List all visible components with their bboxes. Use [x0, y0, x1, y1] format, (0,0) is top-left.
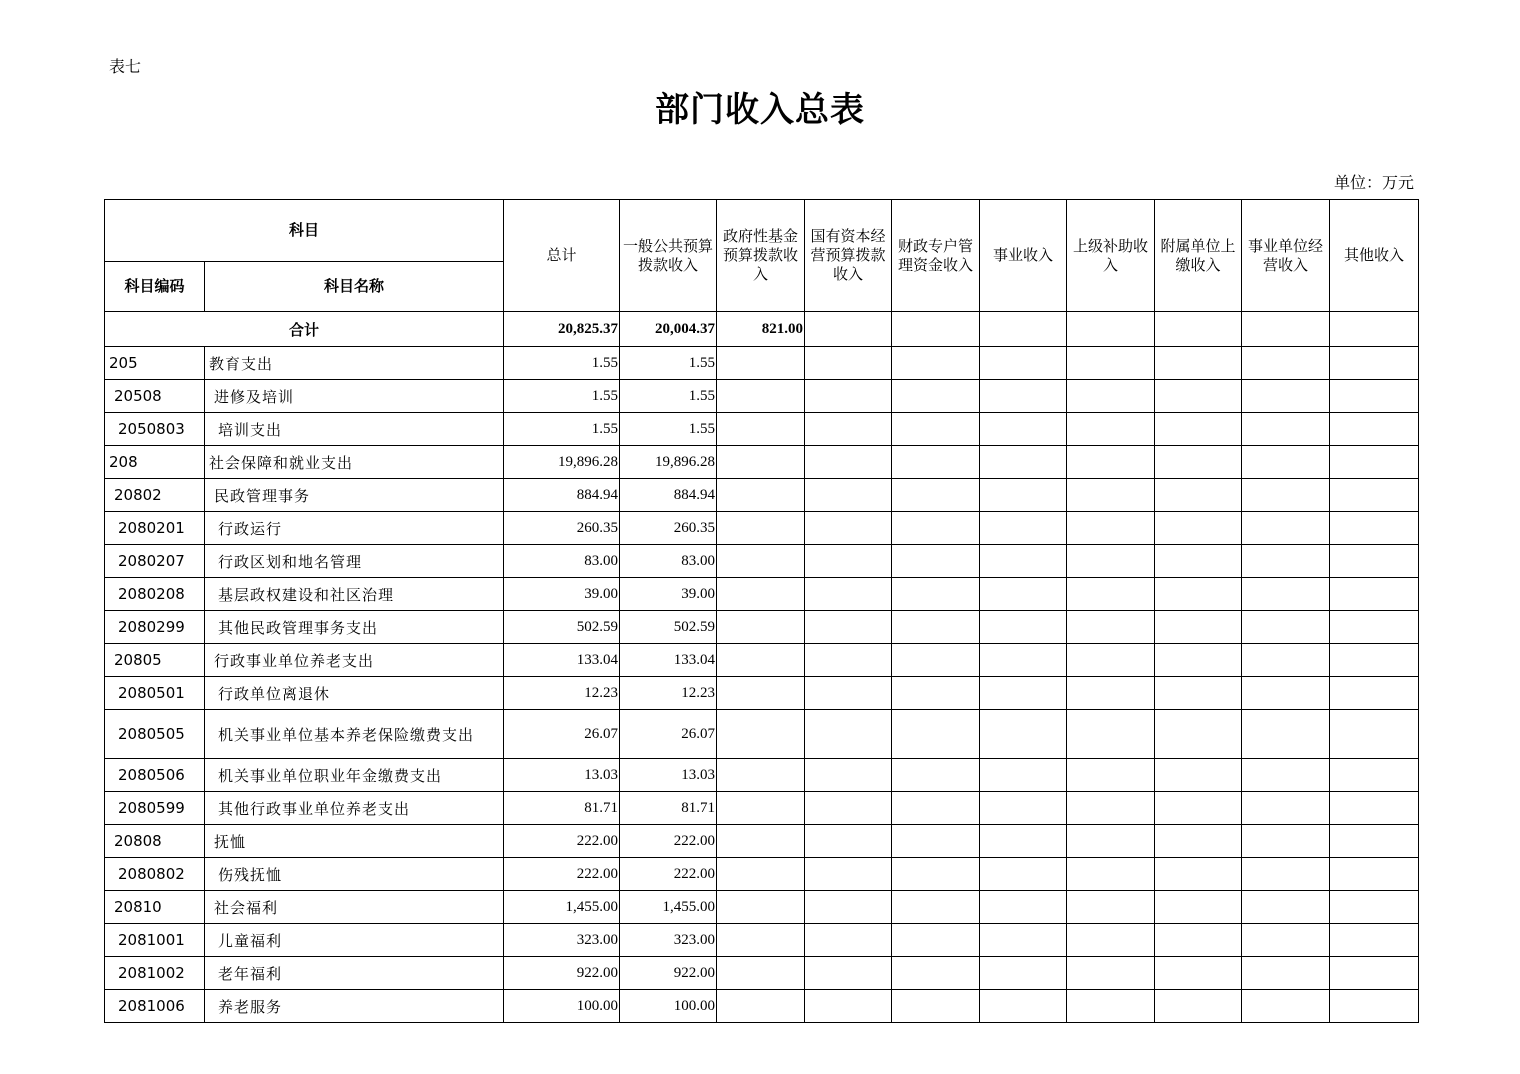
empty-cell [805, 479, 892, 512]
table-row [105, 825, 1419, 858]
empty-cell [1330, 380, 1419, 413]
subject-name-cell: 教育支出 [205, 347, 504, 380]
empty-cell [1155, 759, 1242, 792]
empty-cell [1067, 611, 1155, 644]
empty-cell [892, 479, 980, 512]
empty-cell [1155, 990, 1242, 1023]
subject-code-cell: 2080505 [105, 710, 205, 759]
header-state-capital: 国有资本经营预算拨款收入 [805, 200, 892, 312]
subject-name-cell: 儿童福利 [205, 924, 504, 957]
subject-code-cell: 2080201 [105, 512, 205, 545]
empty-cell [805, 710, 892, 759]
total-empty-cell [1242, 312, 1330, 347]
empty-cell [1155, 957, 1242, 990]
table-row [105, 347, 1419, 380]
empty-cell [1067, 759, 1155, 792]
total-cell: 1.55 [504, 380, 620, 413]
table-row [105, 891, 1419, 924]
empty-cell [980, 759, 1067, 792]
empty-cell [980, 611, 1067, 644]
empty-cell [980, 891, 1067, 924]
total-cell: 1.55 [504, 413, 620, 446]
empty-cell [980, 512, 1067, 545]
empty-cell [805, 347, 892, 380]
empty-cell [1242, 611, 1330, 644]
total-cell: 884.94 [504, 479, 620, 512]
empty-cell [892, 446, 980, 479]
empty-cell [980, 578, 1067, 611]
empty-cell [1242, 644, 1330, 677]
empty-cell [1155, 858, 1242, 891]
empty-cell [805, 578, 892, 611]
empty-cell [892, 957, 980, 990]
header-fiscal-special: 财政专户管理资金收入 [892, 200, 980, 312]
empty-cell [980, 380, 1067, 413]
empty-cell [805, 924, 892, 957]
total-cell: 39.00 [504, 578, 620, 611]
empty-cell [1330, 990, 1419, 1023]
empty-cell [1242, 990, 1330, 1023]
empty-cell [1155, 825, 1242, 858]
empty-cell [1155, 644, 1242, 677]
header-general-budget: 一般公共预算拨款收入 [620, 200, 717, 312]
table-number: 表七 [109, 57, 142, 76]
empty-cell [1330, 611, 1419, 644]
general-budget-cell: 260.35 [620, 512, 717, 545]
empty-cell [892, 413, 980, 446]
total-cell: 502.59 [504, 611, 620, 644]
empty-cell [717, 545, 805, 578]
empty-cell [980, 710, 1067, 759]
empty-cell [1242, 957, 1330, 990]
empty-cell [892, 512, 980, 545]
table-row [105, 479, 1419, 512]
empty-cell [805, 792, 892, 825]
empty-cell [1242, 380, 1330, 413]
general-budget-cell: 26.07 [620, 710, 717, 759]
general-budget-cell: 1.55 [620, 380, 717, 413]
empty-cell [1330, 891, 1419, 924]
empty-cell [892, 710, 980, 759]
empty-cell [1330, 512, 1419, 545]
empty-cell [1242, 759, 1330, 792]
total-empty-cell [1330, 312, 1419, 347]
empty-cell [1242, 792, 1330, 825]
empty-cell [1242, 924, 1330, 957]
empty-cell [717, 413, 805, 446]
header-subject-name: 科目名称 [205, 262, 504, 312]
empty-cell [980, 990, 1067, 1023]
general-budget-cell: 133.04 [620, 644, 717, 677]
subject-code-cell: 2050803 [105, 413, 205, 446]
empty-cell [1242, 479, 1330, 512]
empty-cell [892, 545, 980, 578]
empty-cell [980, 924, 1067, 957]
header-subject: 科目 [105, 200, 504, 262]
general-budget-cell: 19,896.28 [620, 446, 717, 479]
empty-cell [1155, 578, 1242, 611]
general-budget-cell: 12.23 [620, 677, 717, 710]
empty-cell [1330, 957, 1419, 990]
total-cell: 260.35 [504, 512, 620, 545]
total-cell: 1,455.00 [504, 891, 620, 924]
total-cell: 1.55 [504, 347, 620, 380]
empty-cell [1242, 710, 1330, 759]
subject-code-cell: 20808 [105, 825, 205, 858]
empty-cell [1067, 644, 1155, 677]
general-budget-cell: 13.03 [620, 759, 717, 792]
empty-cell [717, 825, 805, 858]
general-budget-cell: 1.55 [620, 413, 717, 446]
empty-cell [1155, 413, 1242, 446]
total-cell: 12.23 [504, 677, 620, 710]
header-business-income: 事业收入 [980, 200, 1067, 312]
page-title: 部门收入总表 [655, 90, 865, 130]
empty-cell [717, 347, 805, 380]
header-affiliated-unit: 附属单位上缴收入 [1155, 200, 1242, 312]
total-general-budget: 20,004.37 [620, 312, 717, 347]
empty-cell [892, 578, 980, 611]
subject-name-cell: 老年福利 [205, 957, 504, 990]
empty-cell [892, 644, 980, 677]
general-budget-cell: 1,455.00 [620, 891, 717, 924]
table-row [105, 710, 1419, 759]
empty-cell [1242, 545, 1330, 578]
empty-cell [1242, 825, 1330, 858]
empty-cell [1155, 347, 1242, 380]
empty-cell [892, 611, 980, 644]
total-cell: 323.00 [504, 924, 620, 957]
subject-code-cell: 208 [105, 446, 205, 479]
empty-cell [717, 710, 805, 759]
subject-code-cell: 2081001 [105, 924, 205, 957]
table-row [105, 858, 1419, 891]
empty-cell [1330, 347, 1419, 380]
empty-cell [805, 644, 892, 677]
empty-cell [1330, 644, 1419, 677]
table-row [105, 990, 1419, 1023]
empty-cell [1242, 891, 1330, 924]
empty-cell [805, 413, 892, 446]
empty-cell [892, 990, 980, 1023]
subject-code-cell: 2080207 [105, 545, 205, 578]
table-row [105, 578, 1419, 611]
subject-code-cell: 205 [105, 347, 205, 380]
empty-cell [1242, 677, 1330, 710]
empty-cell [892, 677, 980, 710]
empty-cell [717, 479, 805, 512]
subject-name-cell: 基层政权建设和社区治理 [205, 578, 504, 611]
header-business-operation: 事业单位经营收入 [1242, 200, 1330, 312]
header-total: 总计 [504, 200, 620, 312]
subject-code-cell: 2080599 [105, 792, 205, 825]
subject-name-cell: 进修及培训 [205, 380, 504, 413]
empty-cell [805, 446, 892, 479]
empty-cell [1067, 891, 1155, 924]
subject-code-cell: 2080208 [105, 578, 205, 611]
empty-cell [1242, 413, 1330, 446]
empty-cell [980, 446, 1067, 479]
total-cell: 26.07 [504, 710, 620, 759]
empty-cell [1155, 710, 1242, 759]
total-sum: 20,825.37 [504, 312, 620, 347]
subject-code-cell: 2081006 [105, 990, 205, 1023]
general-budget-cell: 884.94 [620, 479, 717, 512]
empty-cell [1242, 347, 1330, 380]
empty-cell [717, 578, 805, 611]
empty-cell [1330, 413, 1419, 446]
general-budget-cell: 100.00 [620, 990, 717, 1023]
subject-name-cell: 其他行政事业单位养老支出 [205, 792, 504, 825]
empty-cell [1330, 759, 1419, 792]
general-budget-cell: 922.00 [620, 957, 717, 990]
empty-cell [717, 891, 805, 924]
empty-cell [1067, 792, 1155, 825]
total-cell: 19,896.28 [504, 446, 620, 479]
empty-cell [1067, 512, 1155, 545]
empty-cell [1067, 710, 1155, 759]
empty-cell [1155, 677, 1242, 710]
table-row [105, 611, 1419, 644]
empty-cell [892, 759, 980, 792]
subject-name-cell: 伤残抚恤 [205, 858, 504, 891]
general-budget-cell: 81.71 [620, 792, 717, 825]
empty-cell [1155, 924, 1242, 957]
general-budget-cell: 1.55 [620, 347, 717, 380]
total-cell: 81.71 [504, 792, 620, 825]
total-empty-cell [892, 312, 980, 347]
table-row [105, 413, 1419, 446]
empty-cell [1155, 479, 1242, 512]
empty-cell [1067, 545, 1155, 578]
empty-cell [717, 759, 805, 792]
empty-cell [805, 957, 892, 990]
empty-cell [1242, 578, 1330, 611]
empty-cell [717, 957, 805, 990]
subject-name-cell: 养老服务 [205, 990, 504, 1023]
subject-code-cell: 2080299 [105, 611, 205, 644]
empty-cell [980, 858, 1067, 891]
table-row [105, 677, 1419, 710]
empty-cell [717, 677, 805, 710]
table-row [105, 957, 1419, 990]
general-budget-cell: 323.00 [620, 924, 717, 957]
empty-cell [980, 644, 1067, 677]
empty-cell [805, 545, 892, 578]
empty-cell [1067, 578, 1155, 611]
empty-cell [1330, 792, 1419, 825]
subject-name-cell: 社会福利 [205, 891, 504, 924]
empty-cell [1155, 792, 1242, 825]
subject-name-cell: 机关事业单位职业年金缴费支出 [205, 759, 504, 792]
table-row [105, 924, 1419, 957]
empty-cell [980, 677, 1067, 710]
empty-cell [1242, 858, 1330, 891]
empty-cell [1330, 578, 1419, 611]
empty-cell [980, 957, 1067, 990]
empty-cell [1067, 413, 1155, 446]
subject-name-cell: 机关事业单位基本养老保险缴费支出 [205, 710, 504, 759]
total-empty-cell [1067, 312, 1155, 347]
general-budget-cell: 83.00 [620, 545, 717, 578]
empty-cell [1330, 479, 1419, 512]
table-row [105, 380, 1419, 413]
general-budget-cell: 39.00 [620, 578, 717, 611]
empty-cell [717, 990, 805, 1023]
subject-name-cell: 培训支出 [205, 413, 504, 446]
subject-code-cell: 2080802 [105, 858, 205, 891]
empty-cell [805, 891, 892, 924]
empty-cell [1067, 677, 1155, 710]
empty-cell [1330, 677, 1419, 710]
empty-cell [717, 644, 805, 677]
empty-cell [892, 924, 980, 957]
total-cell: 133.04 [504, 644, 620, 677]
table-row [105, 446, 1419, 479]
header-superior-subsidy: 上级补助收入 [1067, 200, 1155, 312]
empty-cell [717, 792, 805, 825]
header-other-income: 其他收入 [1330, 200, 1419, 312]
empty-cell [805, 825, 892, 858]
empty-cell [980, 545, 1067, 578]
empty-cell [717, 512, 805, 545]
subject-name-cell: 民政管理事务 [205, 479, 504, 512]
empty-cell [1067, 479, 1155, 512]
empty-cell [805, 512, 892, 545]
empty-cell [1067, 957, 1155, 990]
empty-cell [892, 891, 980, 924]
empty-cell [980, 413, 1067, 446]
subject-code-cell: 2081002 [105, 957, 205, 990]
empty-cell [1155, 380, 1242, 413]
empty-cell [805, 611, 892, 644]
empty-cell [717, 380, 805, 413]
empty-cell [717, 858, 805, 891]
general-budget-cell: 222.00 [620, 825, 717, 858]
empty-cell [1155, 446, 1242, 479]
empty-cell [805, 380, 892, 413]
total-empty-cell [805, 312, 892, 347]
general-budget-cell: 502.59 [620, 611, 717, 644]
empty-cell [1155, 611, 1242, 644]
empty-cell [1330, 710, 1419, 759]
empty-cell [1067, 924, 1155, 957]
empty-cell [980, 479, 1067, 512]
total-label: 合计 [105, 312, 504, 347]
table-row [105, 512, 1419, 545]
total-cell: 222.00 [504, 858, 620, 891]
total-empty-cell [1155, 312, 1242, 347]
subject-code-cell: 20810 [105, 891, 205, 924]
empty-cell [980, 792, 1067, 825]
total-row [105, 312, 1419, 347]
empty-cell [892, 380, 980, 413]
empty-cell [1155, 512, 1242, 545]
empty-cell [892, 792, 980, 825]
general-budget-cell: 222.00 [620, 858, 717, 891]
total-cell: 83.00 [504, 545, 620, 578]
empty-cell [1330, 446, 1419, 479]
empty-cell [980, 825, 1067, 858]
total-cell: 100.00 [504, 990, 620, 1023]
empty-cell [805, 759, 892, 792]
subject-name-cell: 社会保障和就业支出 [205, 446, 504, 479]
empty-cell [1155, 545, 1242, 578]
subject-code-cell: 2080501 [105, 677, 205, 710]
empty-cell [1067, 858, 1155, 891]
table-row [105, 644, 1419, 677]
header-subject-code: 科目编码 [105, 262, 205, 312]
subject-name-cell: 行政事业单位养老支出 [205, 644, 504, 677]
header-gov-fund: 政府性基金预算拨款收入 [717, 200, 805, 312]
empty-cell [805, 677, 892, 710]
empty-cell [1330, 825, 1419, 858]
empty-cell [892, 825, 980, 858]
total-gov-fund: 821.00 [717, 312, 805, 347]
empty-cell [980, 347, 1067, 380]
empty-cell [1242, 512, 1330, 545]
total-cell: 13.03 [504, 759, 620, 792]
empty-cell [805, 990, 892, 1023]
table-row [105, 759, 1419, 792]
empty-cell [1067, 825, 1155, 858]
subject-name-cell: 行政区划和地名管理 [205, 545, 504, 578]
subject-code-cell: 20802 [105, 479, 205, 512]
subject-code-cell: 2080506 [105, 759, 205, 792]
empty-cell [1330, 545, 1419, 578]
empty-cell [1330, 924, 1419, 957]
income-table [104, 199, 1419, 1023]
empty-cell [1067, 446, 1155, 479]
empty-cell [1067, 990, 1155, 1023]
table-row [105, 792, 1419, 825]
subject-name-cell: 抚恤 [205, 825, 504, 858]
subject-code-cell: 20508 [105, 380, 205, 413]
empty-cell [1067, 380, 1155, 413]
empty-cell [1067, 347, 1155, 380]
total-cell: 222.00 [504, 825, 620, 858]
subject-name-cell: 其他民政管理事务支出 [205, 611, 504, 644]
subject-code-cell: 20805 [105, 644, 205, 677]
empty-cell [1155, 891, 1242, 924]
total-cell: 922.00 [504, 957, 620, 990]
unit-label: 单位：万元 [1333, 173, 1414, 192]
empty-cell [717, 611, 805, 644]
subject-name-cell: 行政运行 [205, 512, 504, 545]
table-row [105, 545, 1419, 578]
empty-cell [805, 858, 892, 891]
empty-cell [1330, 858, 1419, 891]
empty-cell [892, 347, 980, 380]
subject-name-cell: 行政单位离退休 [205, 677, 504, 710]
empty-cell [717, 446, 805, 479]
empty-cell [892, 858, 980, 891]
empty-cell [1242, 446, 1330, 479]
empty-cell [717, 924, 805, 957]
total-empty-cell [980, 312, 1067, 347]
